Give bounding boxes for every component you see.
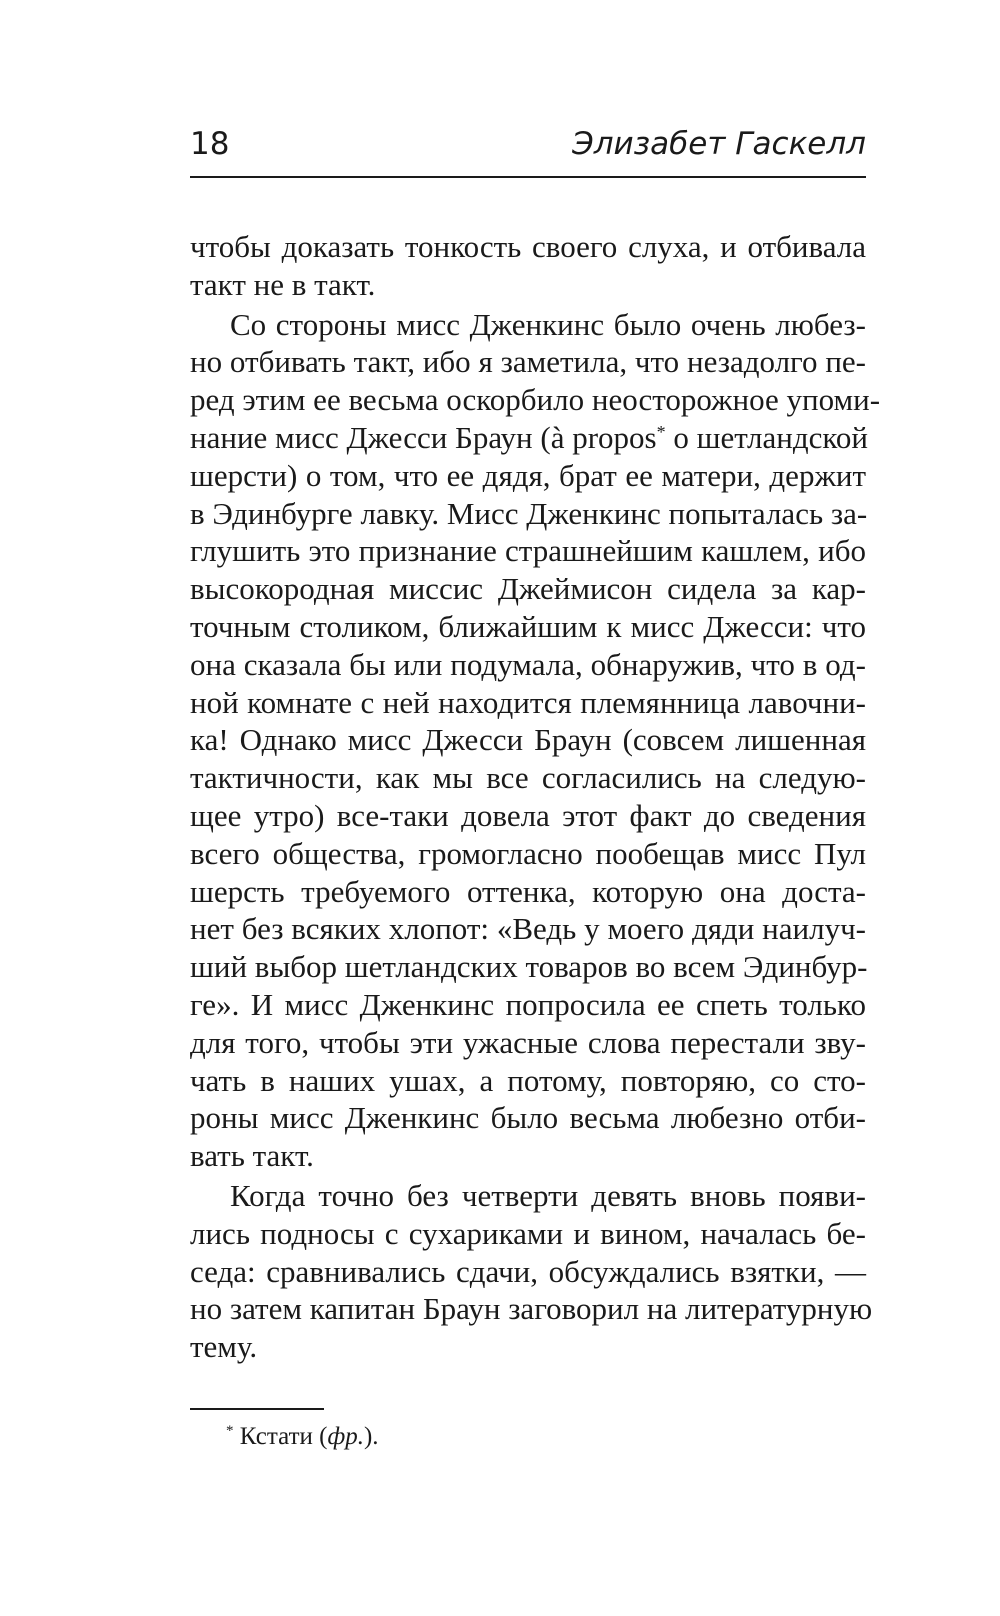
text-line: такт не в такт. (190, 266, 376, 302)
text-line: тему. (190, 1329, 258, 1365)
text-line: чтобы доказать тонкость своего слуха, и отбивала (190, 229, 866, 264)
footnote (190, 1422, 866, 1452)
footnote-text: ). (363, 1422, 379, 1450)
text-line: лись подносы с сухариками и вином, началась бе- (190, 1215, 866, 1251)
text-line: Со стороны мисс Дженкинс было очень любез- (230, 306, 866, 342)
footnote-marker: * (656, 421, 666, 442)
running-head (190, 120, 866, 178)
text-line: но затем капитан Браун заговорил на литературную (190, 1291, 873, 1327)
text-line: в Эдинбурге лавку. Мисс Дженкинс попыталась за- (190, 495, 868, 531)
text-line: шерсть требуемого оттенка, которую она доста- (190, 873, 866, 909)
text-line: роны мисс Дженкинс было весьма любезно отби- (190, 1100, 866, 1136)
text-line-with-footnote (190, 419, 866, 457)
text-line: шерсти) о том, что ее дядя, брат ее матери, держит (190, 457, 866, 493)
text-line-part: нание мисс Джесси Браун (à propos (190, 419, 657, 455)
text-line: тактичности, как мы все согласились на следую- (190, 760, 866, 796)
book-page (190, 120, 881, 1452)
text-line: ка! Однако мисс Джесси Браун (совсем лишенная (190, 722, 866, 758)
text-line: Когда точно без четверти девять вновь появи- (230, 1177, 866, 1213)
body-text (190, 228, 881, 1366)
text-line: ший выбор шетландских товаров во всем Эдинбур- (190, 949, 868, 985)
text-line: седа: сравнивались сдачи, обсуждались взятки, — (190, 1253, 866, 1289)
text-line: она сказала бы или подумала, обнаружив, что в од- (190, 646, 866, 682)
text-line: ред этим ее весьма оскорбило неосторожное упоми- (190, 382, 881, 418)
text-line: щее утро) все-таки довела этот факт до сведения (190, 797, 866, 833)
text-line: всего общества, громогласно пообещав мисс Пул (190, 835, 866, 871)
text-line: нет без всяких хлопот: «Ведь у моего дяди наилуч- (190, 911, 866, 947)
footnote-text: Кстати ( (239, 1422, 328, 1450)
text-line: точным столиком, ближайшим к мисс Джесси: что (190, 608, 866, 644)
text-line-part: о шетландской (673, 419, 868, 455)
running-head-title: Элизабет Гаскелл (572, 126, 866, 162)
footnote-divider (190, 1408, 324, 1410)
text-line: ге». И мисс Дженкинс попросила ее спеть только (190, 986, 866, 1022)
text-line: ной комнате с ней находится племянница лавочни- (190, 684, 866, 720)
paragraph (190, 1177, 873, 1366)
text-line: глушить это признание страшнейшим кашлем, ибо (190, 533, 866, 569)
footnote-text-italic: фр. (327, 1422, 364, 1450)
text-line: высокородная миссис Джеймисон сидела за кар- (190, 571, 866, 607)
footnote-marker: * (226, 1422, 234, 1439)
paragraph (190, 228, 866, 304)
paragraph (190, 306, 881, 1175)
text-line: чать в наших ушах, а потому, повторяю, со сто- (190, 1062, 866, 1098)
page-number: 18 (190, 126, 230, 162)
text-line: но отбивать такт, ибо я заметила, что незадолго пе- (190, 344, 866, 380)
text-line: для того, чтобы эти ужасные слова перестали зву- (190, 1024, 866, 1060)
text-line: вать такт. (190, 1138, 314, 1174)
